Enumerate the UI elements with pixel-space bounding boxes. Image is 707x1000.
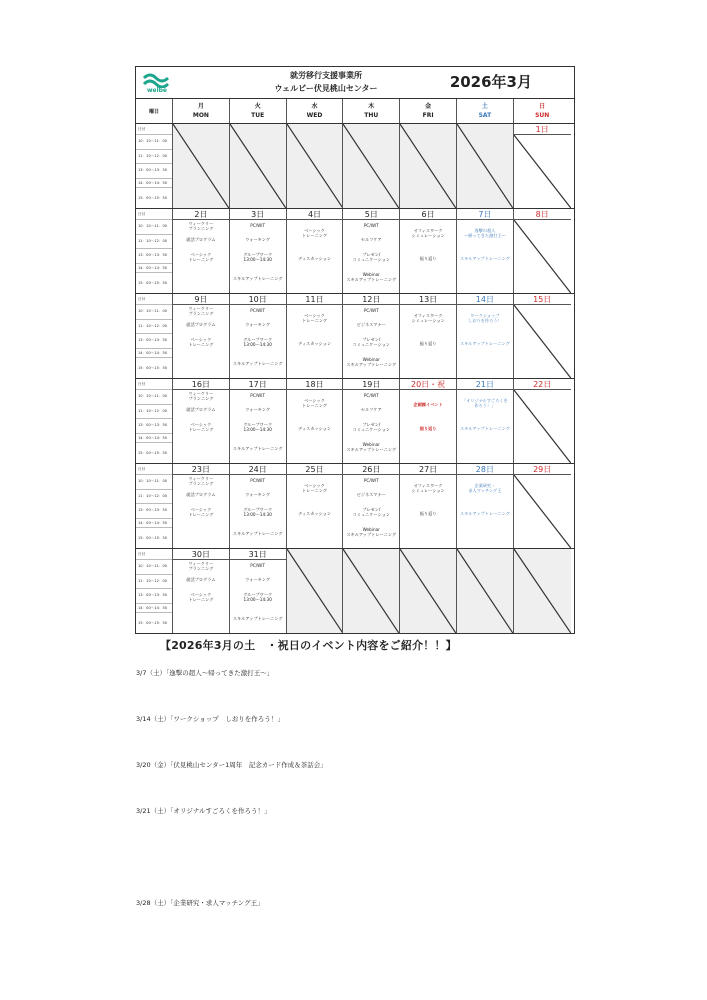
empty-day-cell — [400, 549, 457, 633]
day-cell — [457, 464, 514, 548]
time-column — [136, 379, 173, 463]
cross-out-icon — [287, 124, 343, 208]
announcement: 3/14（土）「ワークショップ しおりを作ろう！」 — [136, 715, 284, 723]
day-cell — [343, 294, 400, 378]
day-cell — [173, 464, 230, 548]
schedule-event: グループワーク 13:00～14:30 — [243, 337, 273, 348]
day-number: 14日 — [457, 294, 513, 305]
schedule-event: 就活プログラム — [186, 322, 216, 327]
day-cell — [457, 294, 514, 378]
day-cell — [514, 464, 571, 548]
schedule-event: スキルアップトレーニング — [232, 361, 283, 366]
schedule-event: ウィークリー プランニング — [188, 476, 214, 487]
day-cell — [230, 464, 287, 548]
time-slot: 10：10～11：00 — [136, 220, 172, 235]
empty-day-cell — [343, 124, 400, 208]
time-slot: 11：10～12：00 — [136, 405, 172, 420]
schedule-event: スキルアップトレーニング — [459, 256, 510, 261]
day-cell — [230, 209, 287, 293]
time-slot: 14：00～14：50 — [136, 179, 172, 189]
schedule-event: ウォーキング — [245, 322, 271, 327]
day-cell — [173, 549, 230, 633]
day-number: 4日 — [287, 209, 343, 220]
schedule-event: PC/WIT — [250, 563, 266, 568]
closed-day-icon — [514, 475, 571, 548]
day-number: 9日 — [173, 294, 229, 305]
time-slot: 10：10～11：00 — [136, 560, 172, 575]
schedule-event: 逸撃の超人 ～帰ってきた激打王～ — [463, 228, 506, 239]
day-cell — [287, 209, 344, 293]
day-cell — [173, 294, 230, 378]
empty-day-cell — [400, 124, 457, 208]
schedule-event: オフィスワーク シミュレーション — [411, 483, 445, 494]
schedule-event: セルフケア — [360, 407, 382, 412]
schedule-event: スキルアップトレーニング — [459, 511, 510, 516]
announcement: 3/20（金）「伏見桃山センター1周年 記念カード作成＆茶話会」 — [136, 761, 327, 769]
schedule-event: Webinar スキルアップトレーニング — [346, 442, 397, 453]
day-number: 27日 — [400, 464, 456, 475]
day-number: 20日・祝 — [400, 379, 456, 390]
announcement: 3/28（土）「企業研究・求人マッチング王」 — [136, 899, 264, 907]
time-slot: 10：10～11：00 — [136, 475, 172, 490]
cross-out-icon — [230, 124, 286, 208]
day-number: 22日 — [514, 379, 571, 390]
day-number: 15日 — [514, 294, 571, 305]
cross-out-icon — [457, 124, 513, 208]
schedule-event: PC/WIT — [250, 308, 266, 313]
time-slot: 日付 — [136, 209, 172, 220]
wave-logo-icon — [140, 70, 174, 88]
cross-out-icon — [400, 124, 456, 208]
day-cell — [173, 209, 230, 293]
time-slot: 15：00～15：50 — [138, 365, 168, 370]
time-slot: 11：10～12：00 — [136, 490, 172, 505]
schedule-event: グループワーク 13:00～14:30 — [243, 422, 273, 433]
schedule-event: ディスカッション — [297, 341, 332, 346]
day-number: 17日 — [230, 379, 286, 390]
day-cell — [173, 379, 230, 463]
schedule-event: ウィークリー プランニング — [188, 306, 214, 317]
day-number: 12日 — [343, 294, 399, 305]
schedule-event: ベーシック トレーニング — [188, 422, 214, 433]
schedule-event: セルフケア — [360, 237, 382, 242]
day-cell — [457, 379, 514, 463]
cross-out-icon — [457, 549, 513, 633]
schedule-event: PC/WIT — [363, 223, 379, 228]
day-cell — [514, 294, 571, 378]
calendar-week — [136, 294, 574, 379]
time-column — [136, 549, 173, 633]
time-column — [136, 124, 173, 208]
time-slot: 11：10～12：00 — [136, 320, 172, 335]
schedule-event: PC/WIT — [363, 393, 379, 398]
schedule-event: ウィークリー プランニング — [188, 561, 214, 572]
time-slot: 14：00～14：50 — [136, 434, 172, 444]
schedule-event: PC/WIT — [250, 478, 266, 483]
schedule-event: スキルアップトレーニング — [232, 276, 283, 281]
schedule-event: PC/WIT — [250, 393, 266, 398]
day-cell — [230, 379, 287, 463]
day-number: 28日 — [457, 464, 513, 475]
schedule-event: Webinar スキルアップトレーニング — [346, 272, 397, 283]
day-number: 19日 — [343, 379, 399, 390]
time-slot: 13：00～13：50 — [136, 249, 172, 264]
day-cell — [230, 294, 287, 378]
schedule-event: オフィスワーク シミュレーション — [411, 228, 445, 239]
day-cell — [343, 379, 400, 463]
schedule-event: スキルアップトレーニング — [232, 531, 283, 536]
day-number: 2日 — [173, 209, 229, 220]
day-number: 29日 — [514, 464, 571, 475]
empty-day-cell — [173, 124, 230, 208]
day-number: 30日 — [173, 549, 229, 560]
time-slot: 11：10～12：00 — [136, 575, 172, 590]
schedule-event: Webinar スキルアップトレーニング — [346, 527, 397, 538]
day-cell — [400, 464, 457, 548]
schedule-event: ウィークリー プランニング — [188, 221, 214, 232]
schedule-event: ディスカッション — [297, 256, 332, 261]
time-slot: 日付 — [136, 464, 172, 475]
time-slot: 15：00～15：50 — [138, 535, 168, 540]
time-slot: 15：00～15：50 — [138, 620, 168, 625]
cross-out-icon — [173, 124, 229, 208]
time-slot: 10：10～11：00 — [136, 390, 172, 405]
schedule-event: ベーシック トレーニング — [188, 592, 214, 603]
day-cell — [514, 124, 571, 208]
schedule-event: ウォーキング — [245, 577, 271, 582]
schedule-event: プレゼン/ コミュニケーション — [352, 252, 390, 263]
welbe-logo — [140, 70, 174, 96]
weekday-tue: 火 TUE — [230, 99, 287, 123]
day-cell — [287, 464, 344, 548]
day-number: 8日 — [514, 209, 571, 220]
time-slot: 15：00～15：50 — [138, 450, 168, 455]
day-cell — [287, 294, 344, 378]
time-slot: 日付 — [136, 294, 172, 305]
time-slot: 14：00～14：50 — [136, 264, 172, 274]
schedule-event: 就活プログラム — [186, 577, 216, 582]
day-cell — [514, 209, 571, 293]
schedule-event: ベーシック トレーニング — [188, 252, 214, 263]
weekday-label: 曜日 — [136, 99, 173, 123]
time-slot: 日付 — [136, 549, 172, 560]
schedule-event: ウォーキング — [245, 492, 271, 497]
weekday-mon: 月 MON — [173, 99, 230, 123]
empty-day-cell — [287, 549, 344, 633]
schedule-event: ビジネスマナー — [356, 322, 386, 327]
schedule-event: グループワーク 13:00～14:30 — [243, 592, 273, 603]
day-number: 11日 — [287, 294, 343, 305]
time-slot: 10：10～11：00 — [136, 135, 172, 150]
schedule-event: プレゼン/ コミュニケーション — [352, 422, 390, 433]
schedule-event: PC/WIT — [363, 308, 379, 313]
day-number: 23日 — [173, 464, 229, 475]
schedule-event: プレゼン/ コミュニケーション — [352, 337, 390, 348]
schedule-event: ウォーキング — [245, 237, 271, 242]
weekday-fri: 金 FRI — [400, 99, 457, 123]
time-slot: 15：00～15：50 — [138, 195, 168, 200]
time-slot: 10：10～11：00 — [136, 305, 172, 320]
weekday-sun: 日 SUN — [535, 103, 550, 119]
empty-day-cell — [514, 549, 571, 633]
day-cell — [400, 209, 457, 293]
day-cell — [343, 464, 400, 548]
announcement: 3/7（土）「逸撃の超人～帰ってきた激打王～」 — [136, 669, 274, 677]
time-slot: 11：10～12：00 — [136, 150, 172, 165]
calendar-week — [136, 464, 574, 549]
time-slot: 13：00～13：50 — [136, 164, 172, 179]
closed-day-icon — [514, 220, 571, 293]
day-cell — [400, 379, 457, 463]
empty-day-cell — [230, 124, 287, 208]
schedule-event: オフィスワーク シミュレーション — [411, 313, 445, 324]
schedule-event: 就活プログラム — [186, 407, 216, 412]
day-cell — [400, 294, 457, 378]
day-number: 16日 — [173, 379, 229, 390]
day-number: 1日 — [514, 124, 571, 135]
day-cell — [457, 209, 514, 293]
day-number: 7日 — [457, 209, 513, 220]
schedule-event: PC/WIT — [363, 478, 379, 483]
calendar — [135, 66, 575, 634]
schedule-event: スキルアップトレーニング — [459, 341, 510, 346]
calendar-week — [136, 209, 574, 294]
schedule-event: ベーシック トレーニング — [301, 398, 328, 409]
day-number: 24日 — [230, 464, 286, 475]
announcement: 3/21（土）「オリジナルすごろくを作ろう！」 — [136, 807, 271, 815]
time-column — [136, 464, 173, 548]
day-number: 25日 — [287, 464, 343, 475]
logo-text: welbe — [146, 87, 168, 94]
closed-day-icon — [514, 135, 571, 208]
schedule-event: ディスカッション — [297, 426, 332, 431]
schedule-event: 振り返り — [419, 511, 437, 516]
schedule-event: スキルアップトレーニング — [459, 426, 510, 431]
time-slot: 13：00～13：50 — [136, 504, 172, 519]
day-number: 31日 — [230, 549, 286, 560]
schedule-event: ベーシック トレーニング — [301, 313, 328, 324]
cross-out-icon — [343, 124, 399, 208]
weekday-thu: 木 THU — [343, 99, 400, 123]
empty-day-cell — [343, 549, 400, 633]
schedule-event: プレゼン/ コミュニケーション — [352, 507, 390, 518]
schedule-event: ベーシック トレーニング — [188, 507, 214, 518]
day-cell — [230, 549, 287, 633]
day-number: 13日 — [400, 294, 456, 305]
weekday-sat: 土 SAT — [457, 99, 514, 123]
time-slot: 13：00～13：50 — [136, 334, 172, 349]
schedule-event: ウィークリー プランニング — [188, 391, 214, 402]
time-slot: 日付 — [136, 379, 172, 390]
day-number: 21日 — [457, 379, 513, 390]
cross-out-icon — [400, 549, 456, 633]
schedule-event: ベーシック トレーニング — [301, 483, 328, 494]
schedule-event: グループワーク 13:00～14:30 — [243, 507, 273, 518]
calendar-week — [136, 124, 574, 209]
schedule-event: 企画課イベント — [413, 402, 443, 407]
schedule-event: スキルアップトレーニング — [232, 446, 283, 451]
empty-day-cell — [457, 549, 514, 633]
time-slot: 13：00～13：50 — [136, 419, 172, 434]
day-cell — [287, 379, 344, 463]
schedule-event: ワークショップ しおりを作ろう！ — [468, 313, 502, 324]
schedule-event: PC/WIT — [250, 223, 266, 228]
office-name: ウェルビー伏見桃山センター — [274, 84, 378, 93]
schedule-event: スキルアップトレーニング — [232, 616, 283, 621]
cross-out-icon — [287, 549, 343, 633]
closed-day-icon — [514, 305, 571, 378]
closed-day-icon — [514, 390, 571, 463]
time-slot: 15：00～15：50 — [138, 280, 168, 285]
day-number: 18日 — [287, 379, 343, 390]
weekday-header — [136, 99, 574, 124]
time-slot: 14：00～14：50 — [136, 519, 172, 529]
schedule-event: 振り返り — [419, 256, 437, 261]
schedule-event: 企業研究・ 求人マッチング王 — [468, 483, 502, 494]
time-slot: 11：10～12：00 — [136, 235, 172, 250]
time-slot: 日付 — [136, 124, 172, 135]
day-number: 26日 — [343, 464, 399, 475]
schedule-event: Webinar スキルアップトレーニング — [346, 357, 397, 368]
day-cell — [514, 379, 571, 463]
empty-day-cell — [457, 124, 514, 208]
day-cell — [343, 209, 400, 293]
day-number: 6日 — [400, 209, 456, 220]
schedule-event: 就活プログラム — [186, 492, 216, 497]
time-column — [136, 294, 173, 378]
schedule-event: 振り返り — [419, 426, 437, 431]
weekday-wed: 水 WED — [287, 99, 344, 123]
calendar-week — [136, 379, 574, 464]
schedule-event: 「オリジナルすごろくを 作ろう！」 — [461, 398, 508, 409]
events-banner: 【2026年3月の土 ・祝日のイベント内容をご紹介！！】 — [160, 639, 457, 652]
cross-out-icon — [514, 549, 571, 633]
month-title: 2026年3月 — [449, 73, 532, 91]
time-column — [136, 209, 173, 293]
calendar-header — [136, 67, 574, 99]
schedule-event: 就活プログラム — [186, 237, 216, 242]
schedule-event: ウォーキング — [245, 407, 271, 412]
day-number: 10日 — [230, 294, 286, 305]
calendar-weeks — [136, 124, 574, 633]
schedule-event: ディスカッション — [297, 511, 332, 516]
day-number: 3日 — [230, 209, 286, 220]
schedule-event: ベーシック トレーニング — [301, 228, 328, 239]
day-number: 5日 — [343, 209, 399, 220]
time-slot: 14：00～14：50 — [136, 604, 172, 614]
office-type: 就労移行支援事業所 — [290, 71, 362, 80]
schedule-event: グループワーク 13:00～14:30 — [243, 252, 273, 263]
schedule-event: ベーシック トレーニング — [188, 337, 214, 348]
calendar-week — [136, 549, 574, 633]
time-slot: 14：00～14：50 — [136, 349, 172, 359]
cross-out-icon — [343, 549, 399, 633]
schedule-event: 振り返り — [419, 341, 437, 346]
empty-day-cell — [287, 124, 344, 208]
time-slot: 13：00～13：50 — [136, 589, 172, 604]
schedule-event: ビジネスマナー — [356, 492, 386, 497]
